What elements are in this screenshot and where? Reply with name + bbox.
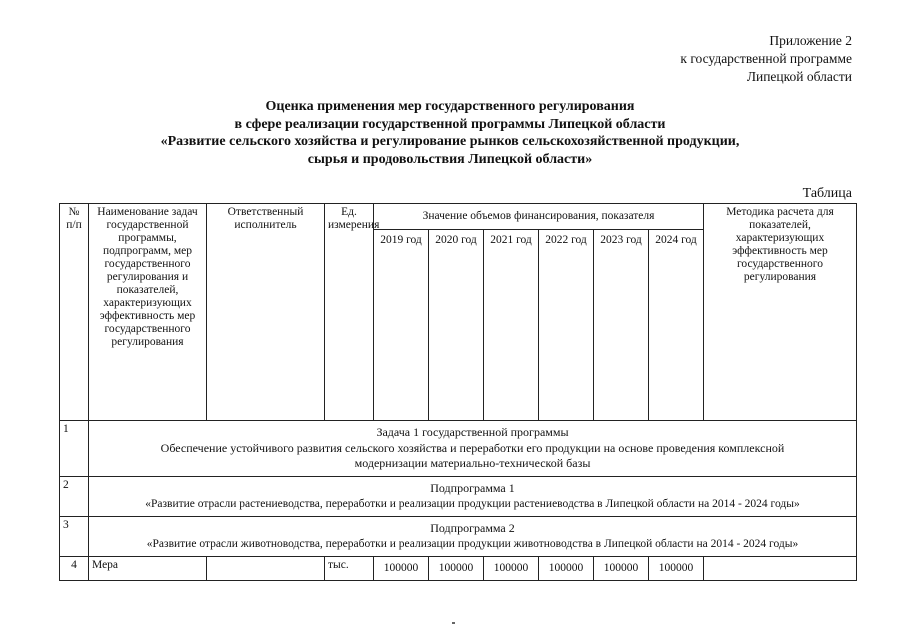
- task-text: Обеспечение устойчивого развития сельского хозяйства и переработки его продукции на основе проведения комплексной модернизации материально-технической базы: [160, 440, 785, 470]
- measure-methodology: [704, 557, 857, 581]
- measure-value-2024: 100000: [649, 557, 704, 581]
- subprogram-2-cell: [89, 517, 857, 557]
- table-row: [60, 477, 857, 517]
- subprogram-1-heading: Подпрограмма 1: [430, 481, 515, 495]
- table-row: [60, 517, 857, 557]
- header-unit: Ед. измерения: [325, 204, 374, 421]
- title-line-3: «Развитие сельского хозяйства и регулирование рынков сельскохозяйственной продукции,: [160, 134, 740, 149]
- row-num: 3: [60, 517, 89, 557]
- header-year-2024: 2024 год: [649, 230, 704, 421]
- title-line-1: Оценка применения мер государственного регулирования: [265, 99, 635, 114]
- document-title: [130, 98, 770, 168]
- subprogram-1-cell: [89, 477, 857, 517]
- subprogram-2-heading: Подпрограмма 2: [430, 521, 515, 535]
- title-line-2: в сфере реализации государственной программы Липецкой области: [234, 116, 666, 132]
- measure-name: Мера: [89, 557, 207, 581]
- scan-speck: [452, 622, 455, 624]
- table-row: [60, 421, 857, 477]
- subprogram-2-text: «Развитие отрасли животноводства, переработки и реализации продукции животноводства в Липецкой области на 2014 - 2024 годы»: [146, 537, 799, 550]
- measure-value-2023: 100000: [594, 557, 649, 581]
- row-num: 1: [60, 421, 89, 477]
- header-year-2023: 2023 год: [594, 230, 649, 421]
- measure-value-2020: 100000: [429, 557, 484, 581]
- task-heading: Задача 1 государственной программы: [376, 425, 569, 439]
- header-financing: Значение объемов финансирования, показателя: [374, 204, 704, 230]
- task-cell: [89, 421, 857, 477]
- appendix-line-1: Приложение 2: [769, 33, 852, 48]
- appendix-line-3: Липецкой области: [746, 69, 852, 84]
- subprogram-1-text: «Развитие отрасли растениеводства, переработки и реализации продукции растениеводства в Липецкой области на 2014 - 2024 годы»: [145, 497, 800, 510]
- header-year-2020: 2020 год: [429, 230, 484, 421]
- header-year-2021: 2021 год: [484, 230, 539, 421]
- measure-value-2022: 100000: [539, 557, 594, 581]
- measure-unit: тыс.: [325, 557, 374, 581]
- row-num: 2: [60, 477, 89, 517]
- measure-value-2021: 100000: [484, 557, 539, 581]
- header-responsible: Ответственный исполнитель: [207, 204, 325, 421]
- header-name: Наименование задач государственной программы, подпрограмм, мер государственного регулирования и показателей, характеризующих эффективность мер государственного регулирования: [89, 204, 207, 421]
- title-line-4: сырья и продовольствия Липецкой области»: [307, 151, 593, 167]
- header-num: № п/п: [60, 204, 89, 421]
- regulation-table: [59, 203, 857, 581]
- header-methodology: Методика расчета для показателей, характеризующих эффективность мер государственного регулирования: [704, 204, 857, 421]
- header-row-1: [60, 204, 857, 230]
- measure-responsible: [207, 557, 325, 581]
- measure-value-2019: 100000: [374, 557, 429, 581]
- row-num: 4: [60, 557, 89, 581]
- header-year-2019: 2019 год: [374, 230, 429, 421]
- table-row: [60, 557, 857, 581]
- header-year-2022: 2022 год: [539, 230, 594, 421]
- appendix-line-2: к государственной программе: [680, 51, 852, 66]
- table-label: Таблица: [802, 186, 852, 201]
- appendix-note: [680, 32, 852, 86]
